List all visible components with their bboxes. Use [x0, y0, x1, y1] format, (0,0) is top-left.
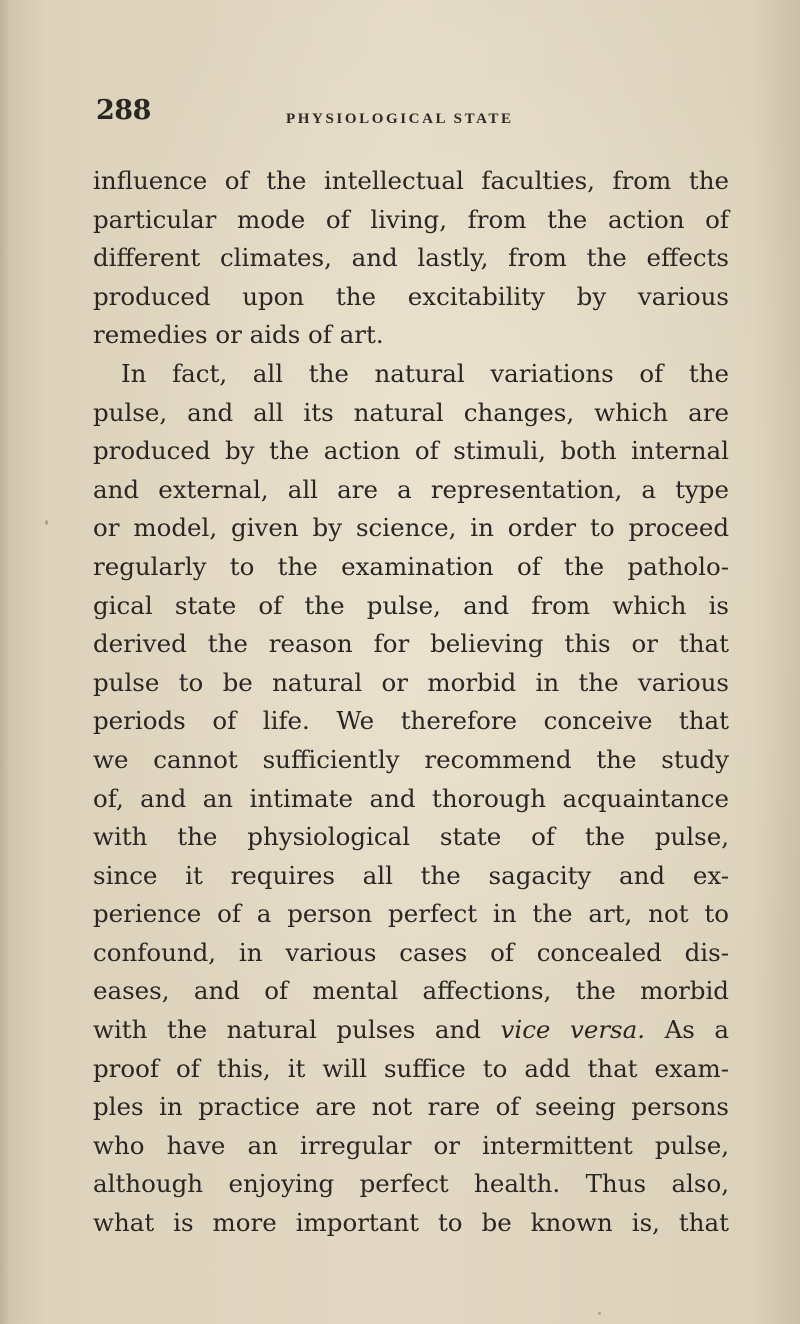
text-line: or model, given by science, in order to proceed [93, 513, 729, 543]
text-line: remedies or aids of art. [93, 320, 384, 350]
text-line: produced upon the excitability by various [93, 281, 729, 311]
running-title: PHYSIOLOGICAL STATE [286, 111, 514, 127]
page-header [88, 95, 728, 135]
text-line: who have an irregular or intermittent pulse, [93, 1130, 729, 1160]
body-text [93, 162, 729, 1243]
paper-speck [45, 520, 48, 525]
text-line: particular mode of living, from the action of [93, 204, 729, 234]
text-line: and external, all are a representation, a type [93, 474, 729, 504]
text-line: different climates, and lastly, from the effects [93, 243, 729, 273]
text-line: of, and an intimate and thorough acquaintance [93, 783, 729, 813]
text-line: eases, and of mental affections, the morbid [93, 976, 729, 1006]
text-line: pulse to be natural or morbid in the various [93, 667, 729, 697]
text-line: derived the reason for believing this or that [93, 629, 729, 659]
text-line: perience of a person perfect in the art, not to [93, 899, 729, 929]
italic-phrase: vice versa. [500, 1015, 646, 1045]
text-line: periods of life. We therefore conceive that [93, 706, 729, 736]
text-line: we cannot sufficiently recommend the study [93, 744, 729, 774]
text-line: In fact, all the natural variations of the [121, 358, 729, 388]
text-line: with the physiological state of the pulse, [93, 822, 729, 852]
page-number: 288 [96, 95, 151, 126]
text-line: what is more important to be known is, that [93, 1208, 729, 1238]
paper-speck [598, 1312, 601, 1315]
text-line: although enjoying perfect health. Thus also, [93, 1169, 729, 1199]
text-line: gical state of the pulse, and from which is [93, 590, 729, 620]
text-line: confound, in various cases of concealed dis- [93, 937, 729, 967]
text-line: regularly to the examination of the patholo- [93, 551, 729, 581]
text-fragment: with the natural pulses and [93, 1015, 501, 1045]
text-line-vice-versa [93, 1011, 729, 1050]
text-line: influence of the intellectual faculties, from the [93, 166, 729, 195]
page-edge-shadow [0, 0, 10, 1324]
text-fragment: As a [645, 1015, 730, 1045]
text-line: since it requires all the sagacity and ex- [93, 860, 729, 890]
text-line: produced by the action of stimuli, both internal [93, 436, 729, 466]
text-line: ples in practice are not rare of seeing persons [93, 1092, 729, 1122]
text-line: proof of this, it will suffice to add that exam- [93, 1053, 729, 1083]
text-line: pulse, and all its natural changes, which are [93, 397, 729, 427]
